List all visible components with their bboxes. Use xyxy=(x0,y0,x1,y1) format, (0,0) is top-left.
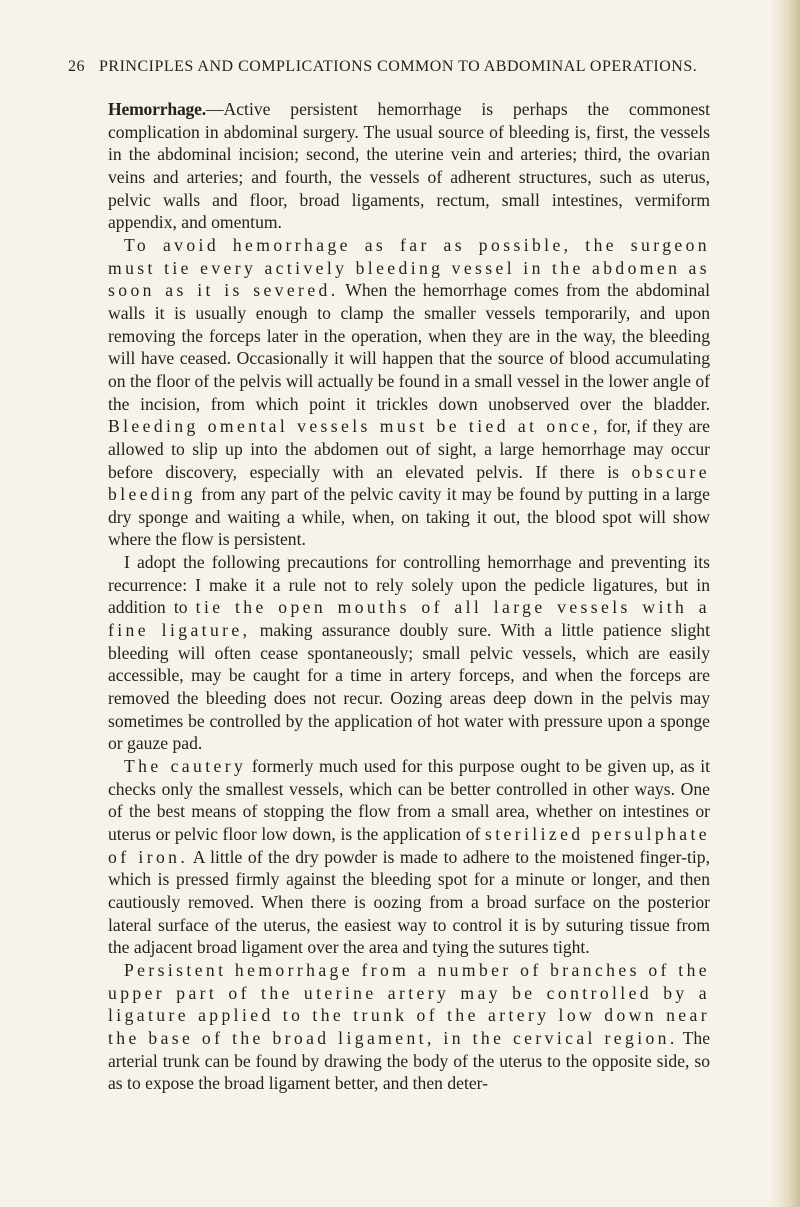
paragraph-text: When the hemorrhage comes from the abdominal walls it is usually enough to clamp the smaller vessels temporarily, and upon removing the forceps later in the operation, when they are in the way, the bleeding will have ceased. Occasionally it will happen that the source of blood accumulating on the floor of the pelvis will actually be found in a small vessel in the lower angle of the incision, from which point it trickles down unobserved over the bladder. xyxy=(108,280,710,414)
paragraph-text: making assurance doubly sure. With a little patience slight bleeding will often cease spontaneously; small pelvic vessels, which are easily accessible, may be caught for a time in artery forceps, and when the forceps are removed the bleeding does not recur. Oozing areas deep down in the pelvis may sometimes be controlled by the application of hot water with pressure upon a sponge or gauze pad. xyxy=(108,620,710,754)
paragraph-cautery xyxy=(108,755,710,959)
paragraph-text: from any part of the pelvic cavity it may be found by putting in a large dry sponge and waiting a while, when, on taking it out, the blood spot will show where the flow is persistent. xyxy=(108,484,710,550)
paragraph-hemorrhage xyxy=(108,98,710,234)
page-number: 26 xyxy=(68,58,85,75)
emphasis-text: Bleeding omental vessels must be tied at once, xyxy=(108,416,601,437)
paragraph-text: for, if they are allowed to slip up into the abdomen out of sight, a large hemorrhage may occur before discovery, especially with an elevated pelvis. If there is xyxy=(108,416,710,482)
paragraph-text: A little of the dry powder is made to adhere to the moistened finger-tip, which is pressed firmly against the bleeding spot for a minute or longer, and then cautiously removed. When there is oozing from a broad surface on the posterior lateral surface of the uterus, the easiest way to control it is by suturing tissue from the adjacent broad ligament over the area and tying the sutures tight. xyxy=(108,846,710,958)
section-heading: Hemorrhage. xyxy=(108,99,206,119)
paragraph-text: The arterial trunk can be found by drawing the body of the uterus to the opposite side, so as to expose the broad ligament better, and then deter- xyxy=(108,1027,711,1094)
paragraph-precautions xyxy=(108,551,710,755)
emphasis-text: sterilized persulphate of iron. xyxy=(108,824,710,867)
page-edge-shadow xyxy=(770,0,800,1207)
emphasis-text: To avoid hemorrhage as far as possible, the surgeon must tie every actively bleeding vessel in the abdomen as soon as it is severed. xyxy=(108,234,710,301)
emphasis-text: The cautery xyxy=(124,756,247,777)
body-text xyxy=(108,98,710,1095)
running-header xyxy=(68,58,728,76)
emphasis-text: Persistent hemorrhage from a number of branches of the upper part of the uterine artery may be controlled by a ligature applied to the trunk of the artery low down near the base of the broad ligament, in the cervical region. xyxy=(108,959,710,1048)
paragraph-text: formerly much used for this purpose ought to be given up, as it checks only the smallest vessels, which can be better controlled in other ways. One of the best means of stopping the flow from a small area, whether on intestines or uterus or pelvic floor low down, is the application of xyxy=(108,756,710,844)
paragraph-avoid-hemorrhage xyxy=(108,234,710,551)
paragraph-text: I adopt the following precautions for controlling hemorrhage and preventing its recurrence: I make it a rule not to rely solely upon the pedicle ligatures, but in addition to xyxy=(108,552,710,618)
paragraph-text: —Active persistent hemorrhage is perhaps the commonest complication in abdominal surgery. The usual source of bleeding is, first, the vessels in the abdominal incision; second, the uterine vein and arteries; third, the ovarian veins and arteries; and fourth, the vessels of adherent structures, such as uterus, pelvic walls and floor, broad ligaments, rectum, small intestines, vermiform appendix, and omentum. xyxy=(108,99,710,233)
emphasis-text: tie the open mouths of all large vessels with a fine ligature, xyxy=(108,597,710,641)
running-title: PRINCIPLES AND COMPLICATIONS COMMON TO ABDOMINAL OPERATIONS. xyxy=(99,58,698,75)
emphasis-text: obscure bleeding xyxy=(108,461,710,505)
paragraph-uterine-artery xyxy=(108,959,710,1095)
